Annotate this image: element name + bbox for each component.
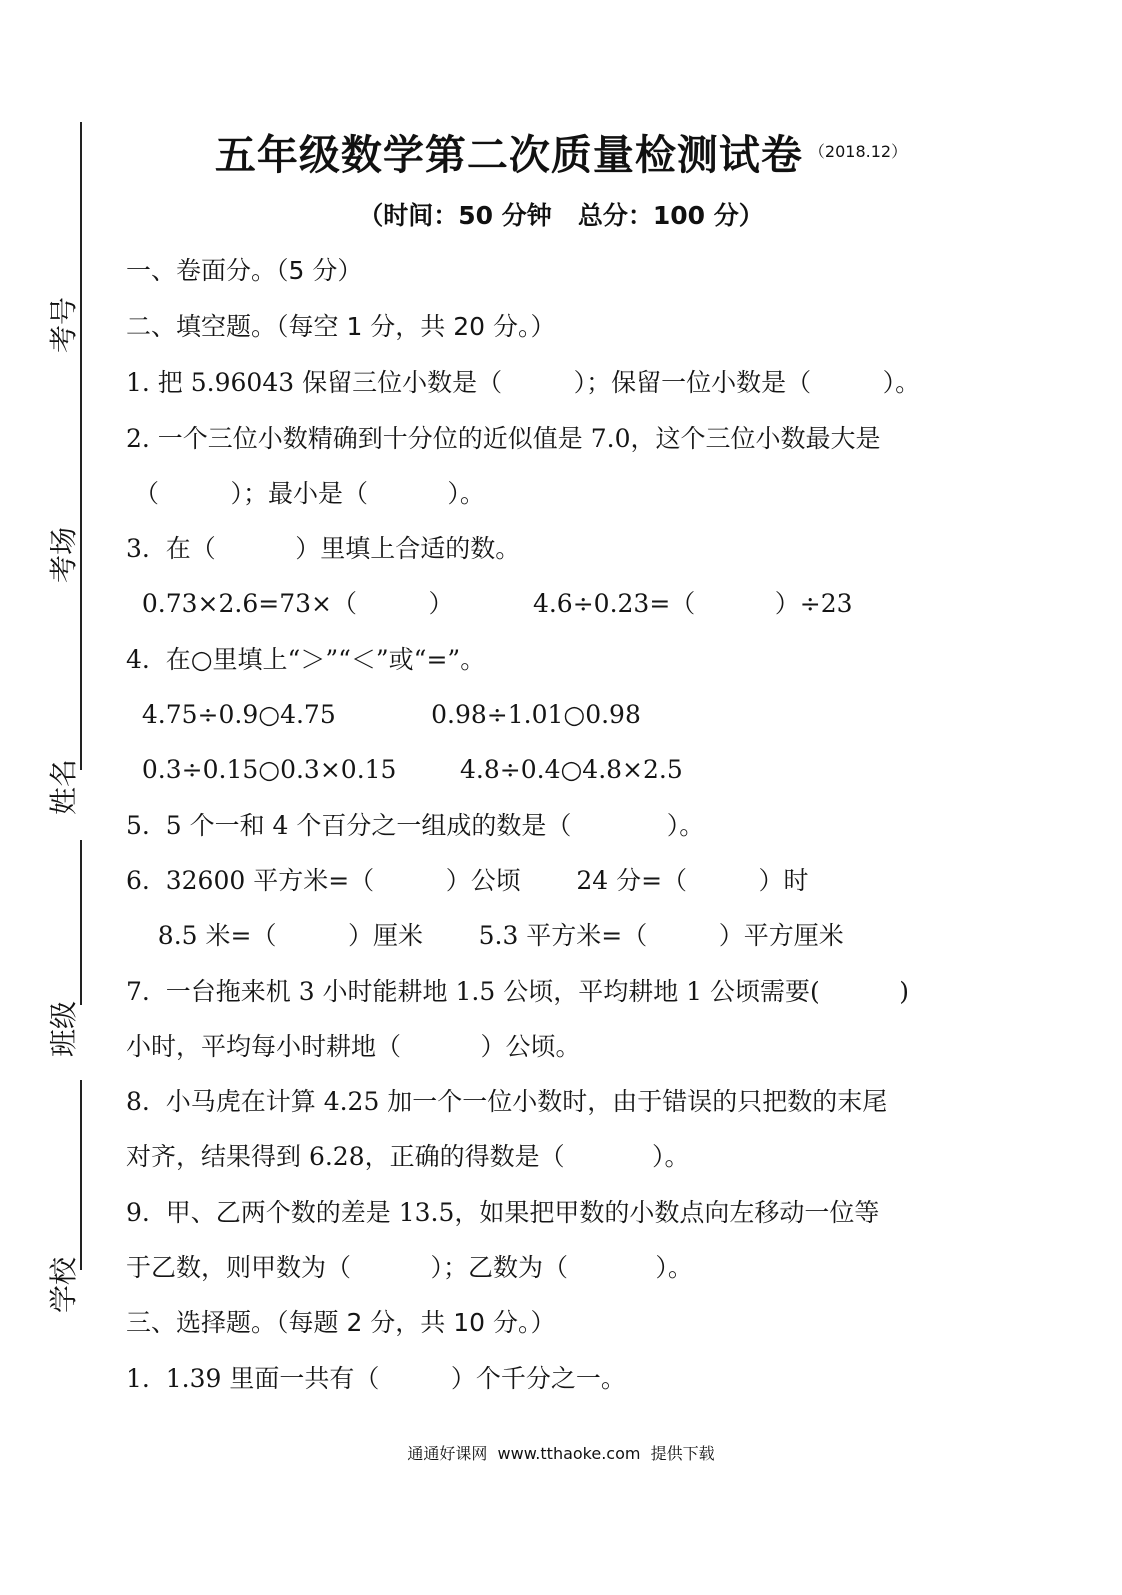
section-heading-fill-in: 二、填空题。（每空 1 分，共 20 分。）: [126, 312, 556, 341]
binding-label-name: 姓名: [47, 758, 80, 815]
question-line: 4. 在○里填上“＞”“＜”或“=”。: [126, 645, 486, 674]
binding-label-class: 班级: [47, 1000, 80, 1057]
binding-rule-middle: [80, 840, 82, 1005]
binding-label-school: 学校: [47, 1256, 80, 1313]
section-heading-presentation: 一、卷面分。（5 分）: [126, 256, 363, 285]
question-line: 6. 32600 平方米=（ ）公顷 24 分=（ ）时: [126, 866, 809, 895]
question-line: 8. 小马虎在计算 4.25 加一个一位小数时，由于错误的只把数的末尾: [126, 1087, 888, 1116]
title-row: [0, 122, 1122, 181]
question-line: 5. 5 个一和 4 个百分之一组成的数是（ ）。: [126, 811, 705, 840]
page-title: 五年级数学第二次质量检测试卷: [214, 131, 803, 179]
question-line: 8.5 米=（ ）厘米 5.3 平方米=（ ）平方厘米: [126, 921, 844, 950]
question-line: 1. 把 5.96043 保留三位小数是（ ）；保留一位小数是（ ）。: [126, 368, 921, 397]
download-footer: 通通好课网 www.tthaoke.com 提供下载: [407, 1444, 715, 1463]
section-heading-multiple-choice: 三、选择题。（每题 2 分，共 10 分。）: [126, 1308, 556, 1337]
binding-rule-lower: [80, 1080, 82, 1270]
question-line: 对齐，结果得到 6.28，正确的得数是（ ）。: [126, 1142, 690, 1171]
question-line: （ ）；最小是（ ）。: [126, 479, 485, 508]
question-line: 小时，平均每小时耕地（ ）公顷。: [126, 1032, 581, 1061]
question-line: 7. 一台拖来机 3 小时能耕地 1.5 公顷，平均耕地 1 公顷需要( ): [126, 977, 909, 1006]
question-line: 于乙数，则甲数为（ ）；乙数为（ ）。: [126, 1253, 693, 1282]
question-line: 4.75÷0.9○4.75 0.98÷1.01○0.98: [126, 700, 641, 729]
question-line: 1. 1.39 里面一共有（ ）个千分之一。: [126, 1364, 626, 1393]
question-line: 0.3÷0.15○0.3×0.15 4.8÷0.4○4.8×2.5: [126, 755, 683, 784]
exam-date: （2018.12）: [808, 142, 908, 161]
question-line: 2. 一个三位小数精确到十分位的近似值是 7.0，这个三位小数最大是: [126, 424, 881, 453]
question-line: 3. 在（ ）里填上合适的数。: [126, 534, 521, 563]
question-line: 0.73×2.6=73×（ ） 4.6÷0.23=（ ）÷23: [126, 589, 853, 618]
exam-info: （时间：50 分钟 总分：100 分）: [358, 201, 764, 230]
question-line: 9. 甲、乙两个数的差是 13.5，如果把甲数的小数点向左移动一位等: [126, 1198, 880, 1227]
binding-label-exam-room: 考场: [47, 526, 80, 583]
binding-label-exam-number: 考号: [47, 296, 80, 353]
